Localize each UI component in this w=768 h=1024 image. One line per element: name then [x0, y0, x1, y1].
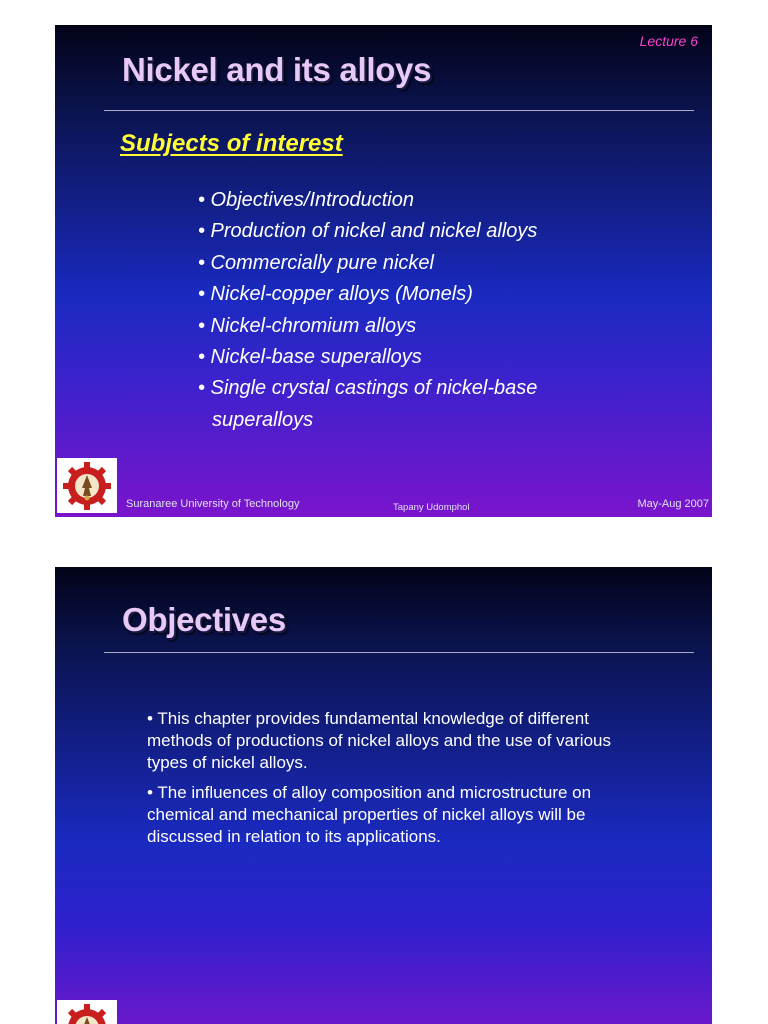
objective-item: • This chapter provides fundamental knowledge of different methods of productions of nickel alloys and the use of various types of nickel alloys. [147, 709, 611, 772]
topic-item: • Nickel-chromium alloys [198, 314, 417, 337]
subjects-heading: Subjects of interest [120, 130, 343, 157]
slide-nickel-and-its-alloys [55, 25, 712, 517]
gear-emblem-icon [61, 460, 113, 512]
topics-list [198, 185, 537, 436]
topic-item-continuation-text: superalloys [212, 408, 314, 431]
footer-date: May-Aug 2007 [637, 498, 709, 510]
topic-item: • Production of nickel and nickel alloys [198, 220, 538, 243]
title-divider [104, 110, 694, 111]
topic-item: • Commercially pure nickel [198, 251, 434, 274]
topic-item: • Nickel-base superalloys [198, 346, 422, 369]
university-logo [57, 458, 117, 513]
topic-item: • Single crystal castings of nickel-base [198, 377, 538, 400]
slide-title: Nickel and its alloys [122, 51, 432, 88]
university-logo [57, 1000, 117, 1024]
topic-item: • Nickel-copper alloys (Monels) [198, 283, 473, 306]
lecture-tag: Lecture 6 [639, 33, 698, 49]
topic-item: • Objectives/Introduction [198, 189, 414, 211]
gear-emblem-icon [61, 1002, 113, 1024]
objective-item: • The influences of alloy composition and microstructure on chemical and mechanical properties of nickel alloys will be discussed in relation to its applications. [147, 783, 592, 846]
slide-title: Objectives [122, 601, 286, 638]
footer-university: Suranaree University of Technology [126, 498, 300, 510]
topic-item-continuation [198, 405, 537, 436]
title-divider [104, 652, 694, 653]
footer-author: Tapany Udomphol [393, 502, 470, 513]
slide-objectives [55, 567, 712, 1024]
objectives-list [147, 708, 637, 856]
